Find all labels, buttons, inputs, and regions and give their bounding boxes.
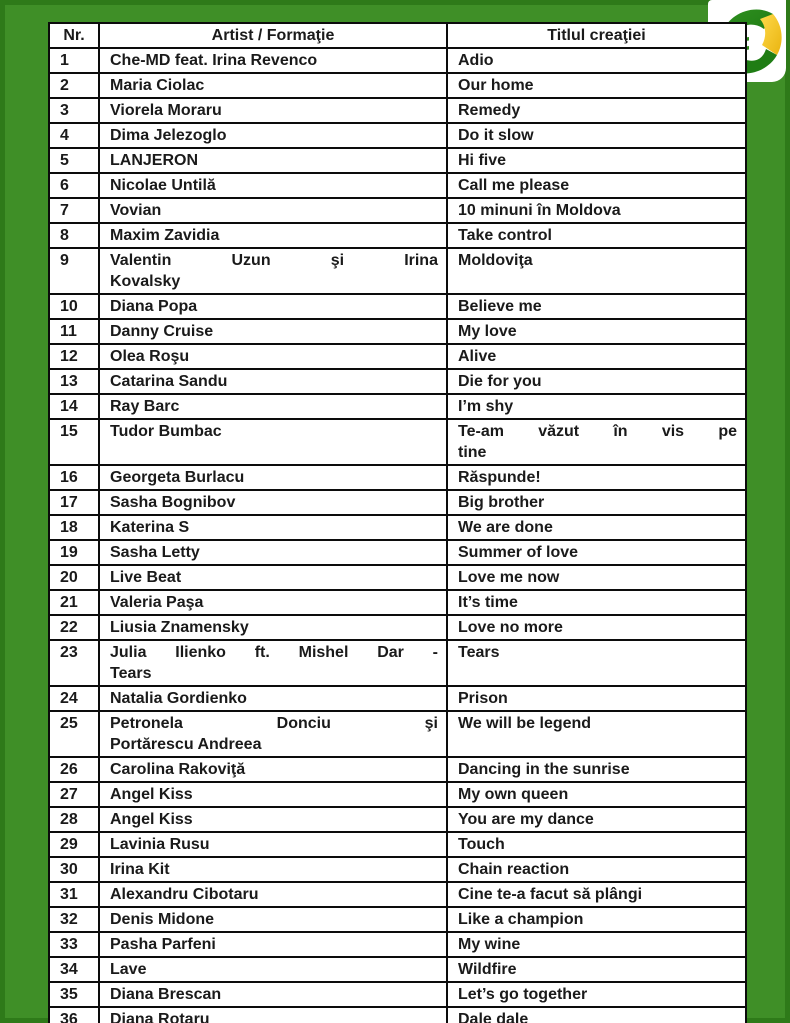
row-title: Alive xyxy=(447,344,746,369)
row-number: 31 xyxy=(49,882,99,907)
row-title: Adio xyxy=(447,48,746,73)
table-row xyxy=(49,882,746,907)
table-row xyxy=(49,369,746,394)
table-row xyxy=(49,48,746,73)
row-title: Touch xyxy=(447,832,746,857)
row-number: 34 xyxy=(49,957,99,982)
row-artist: Valentin Uzun şi Irina Kovalsky xyxy=(99,248,447,294)
row-number: 10 xyxy=(49,294,99,319)
row-number: 15 xyxy=(49,419,99,465)
row-number: 12 xyxy=(49,344,99,369)
row-number: 7 xyxy=(49,198,99,223)
table-row xyxy=(49,490,746,515)
table-header xyxy=(49,23,746,48)
row-title: My love xyxy=(447,319,746,344)
row-title: Summer of love xyxy=(447,540,746,565)
row-title: Dancing in the sunrise xyxy=(447,757,746,782)
row-artist: Vovian xyxy=(99,198,447,223)
row-title: Răspunde! xyxy=(447,465,746,490)
row-title: Let’s go together xyxy=(447,982,746,1007)
row-artist: Lave xyxy=(99,957,447,982)
row-title: Believe me xyxy=(447,294,746,319)
row-title: We are done xyxy=(447,515,746,540)
table-row xyxy=(49,344,746,369)
row-title: Prison xyxy=(447,686,746,711)
row-title: Do it slow xyxy=(447,123,746,148)
row-artist: Dima Jelezoglo xyxy=(99,123,447,148)
row-title: My own queen xyxy=(447,782,746,807)
row-number: 6 xyxy=(49,173,99,198)
header-title: Titlul creaţiei xyxy=(447,23,746,48)
row-artist: Olea Roşu xyxy=(99,344,447,369)
row-number: 13 xyxy=(49,369,99,394)
table-row xyxy=(49,615,746,640)
table-row xyxy=(49,123,746,148)
table-row xyxy=(49,294,746,319)
table-row xyxy=(49,148,746,173)
row-artist: Maria Ciolac xyxy=(99,73,447,98)
row-title: 10 minuni în Moldova xyxy=(447,198,746,223)
row-artist: Natalia Gordienko xyxy=(99,686,447,711)
row-title: Dale dale xyxy=(447,1007,746,1023)
row-artist: Lavinia Rusu xyxy=(99,832,447,857)
table-row xyxy=(49,932,746,957)
row-artist: Angel Kiss xyxy=(99,782,447,807)
table-row xyxy=(49,757,746,782)
row-number: 29 xyxy=(49,832,99,857)
row-artist: Pasha Parfeni xyxy=(99,932,447,957)
row-artist: Petronela Donciu şi Portărescu Andreea xyxy=(99,711,447,757)
table-body xyxy=(49,48,746,1023)
row-number: 22 xyxy=(49,615,99,640)
row-artist: Catarina Sandu xyxy=(99,369,447,394)
row-number: 4 xyxy=(49,123,99,148)
table-row xyxy=(49,73,746,98)
row-number: 16 xyxy=(49,465,99,490)
row-title: Moldoviţa xyxy=(447,248,746,294)
table-row xyxy=(49,198,746,223)
table-row xyxy=(49,711,746,757)
row-number: 20 xyxy=(49,565,99,590)
table-row xyxy=(49,319,746,344)
table-row xyxy=(49,98,746,123)
row-artist: Julia Ilienko ft. Mishel Dar - Tears xyxy=(99,640,447,686)
row-artist: Valeria Paşa xyxy=(99,590,447,615)
row-title: Wildfire xyxy=(447,957,746,982)
row-artist: Katerina S xyxy=(99,515,447,540)
table-row xyxy=(49,248,746,294)
row-artist: Diana Rotaru xyxy=(99,1007,447,1023)
row-number: 11 xyxy=(49,319,99,344)
row-title: Chain reaction xyxy=(447,857,746,882)
row-title: Take control xyxy=(447,223,746,248)
row-number: 3 xyxy=(49,98,99,123)
row-title: Te-am văzut în vis pe tine xyxy=(447,419,746,465)
table-row xyxy=(49,857,746,882)
row-number: 9 xyxy=(49,248,99,294)
table-row xyxy=(49,686,746,711)
row-artist: Sasha Letty xyxy=(99,540,447,565)
row-number: 33 xyxy=(49,932,99,957)
row-number: 35 xyxy=(49,982,99,1007)
row-artist: Angel Kiss xyxy=(99,807,447,832)
row-number: 21 xyxy=(49,590,99,615)
row-artist: Che-MD feat. Irina Revenco xyxy=(99,48,447,73)
row-artist: Live Beat xyxy=(99,565,447,590)
header-artist: Artist / Formaţie xyxy=(99,23,447,48)
row-title: Remedy xyxy=(447,98,746,123)
table-row xyxy=(49,419,746,465)
table-row xyxy=(49,1007,746,1023)
row-number: 17 xyxy=(49,490,99,515)
row-artist: Ray Barc xyxy=(99,394,447,419)
row-title: Love me now xyxy=(447,565,746,590)
row-number: 24 xyxy=(49,686,99,711)
table-row xyxy=(49,223,746,248)
row-number: 14 xyxy=(49,394,99,419)
row-artist: LANJERON xyxy=(99,148,447,173)
table-row xyxy=(49,394,746,419)
row-title: Call me please xyxy=(447,173,746,198)
table-row xyxy=(49,907,746,932)
row-artist: Irina Kit xyxy=(99,857,447,882)
row-number: 8 xyxy=(49,223,99,248)
row-artist: Danny Cruise xyxy=(99,319,447,344)
row-artist: Diana Brescan xyxy=(99,982,447,1007)
row-title: Our home xyxy=(447,73,746,98)
table-row xyxy=(49,515,746,540)
row-artist: Sasha Bognibov xyxy=(99,490,447,515)
row-number: 5 xyxy=(49,148,99,173)
row-artist: Liusia Znamensky xyxy=(99,615,447,640)
row-artist: Tudor Bumbac xyxy=(99,419,447,465)
table-row xyxy=(49,465,746,490)
song-list-table xyxy=(48,22,747,1023)
row-number: 23 xyxy=(49,640,99,686)
table-row xyxy=(49,640,746,686)
row-number: 25 xyxy=(49,711,99,757)
row-number: 36 xyxy=(49,1007,99,1023)
table-row xyxy=(49,957,746,982)
row-title: I’m shy xyxy=(447,394,746,419)
row-number: 26 xyxy=(49,757,99,782)
table-row xyxy=(49,782,746,807)
table-row xyxy=(49,832,746,857)
row-number: 1 xyxy=(49,48,99,73)
row-artist: Viorela Moraru xyxy=(99,98,447,123)
row-number: 18 xyxy=(49,515,99,540)
row-title: It’s time xyxy=(447,590,746,615)
row-title: We will be legend xyxy=(447,711,746,757)
table-row xyxy=(49,173,746,198)
row-artist: Georgeta Burlacu xyxy=(99,465,447,490)
row-artist: Carolina Rakoviţă xyxy=(99,757,447,782)
table-row xyxy=(49,540,746,565)
row-number: 32 xyxy=(49,907,99,932)
row-artist: Diana Popa xyxy=(99,294,447,319)
row-number: 27 xyxy=(49,782,99,807)
row-title: Die for you xyxy=(447,369,746,394)
table-row xyxy=(49,807,746,832)
table-row xyxy=(49,565,746,590)
row-title: Tears xyxy=(447,640,746,686)
row-title: Cine te-a facut să plângi xyxy=(447,882,746,907)
table-row xyxy=(49,590,746,615)
row-title: My wine xyxy=(447,932,746,957)
table-row xyxy=(49,982,746,1007)
row-title: You are my dance xyxy=(447,807,746,832)
row-artist: Nicolae Untilă xyxy=(99,173,447,198)
row-artist: Alexandru Cibotaru xyxy=(99,882,447,907)
row-artist: Maxim Zavidia xyxy=(99,223,447,248)
row-artist: Denis Midone xyxy=(99,907,447,932)
row-title: Hi five xyxy=(447,148,746,173)
header-row xyxy=(49,23,746,48)
row-title: Love no more xyxy=(447,615,746,640)
row-number: 2 xyxy=(49,73,99,98)
row-number: 19 xyxy=(49,540,99,565)
row-number: 28 xyxy=(49,807,99,832)
header-nr: Nr. xyxy=(49,23,99,48)
row-title: Big brother xyxy=(447,490,746,515)
row-title: Like a champion xyxy=(447,907,746,932)
row-number: 30 xyxy=(49,857,99,882)
